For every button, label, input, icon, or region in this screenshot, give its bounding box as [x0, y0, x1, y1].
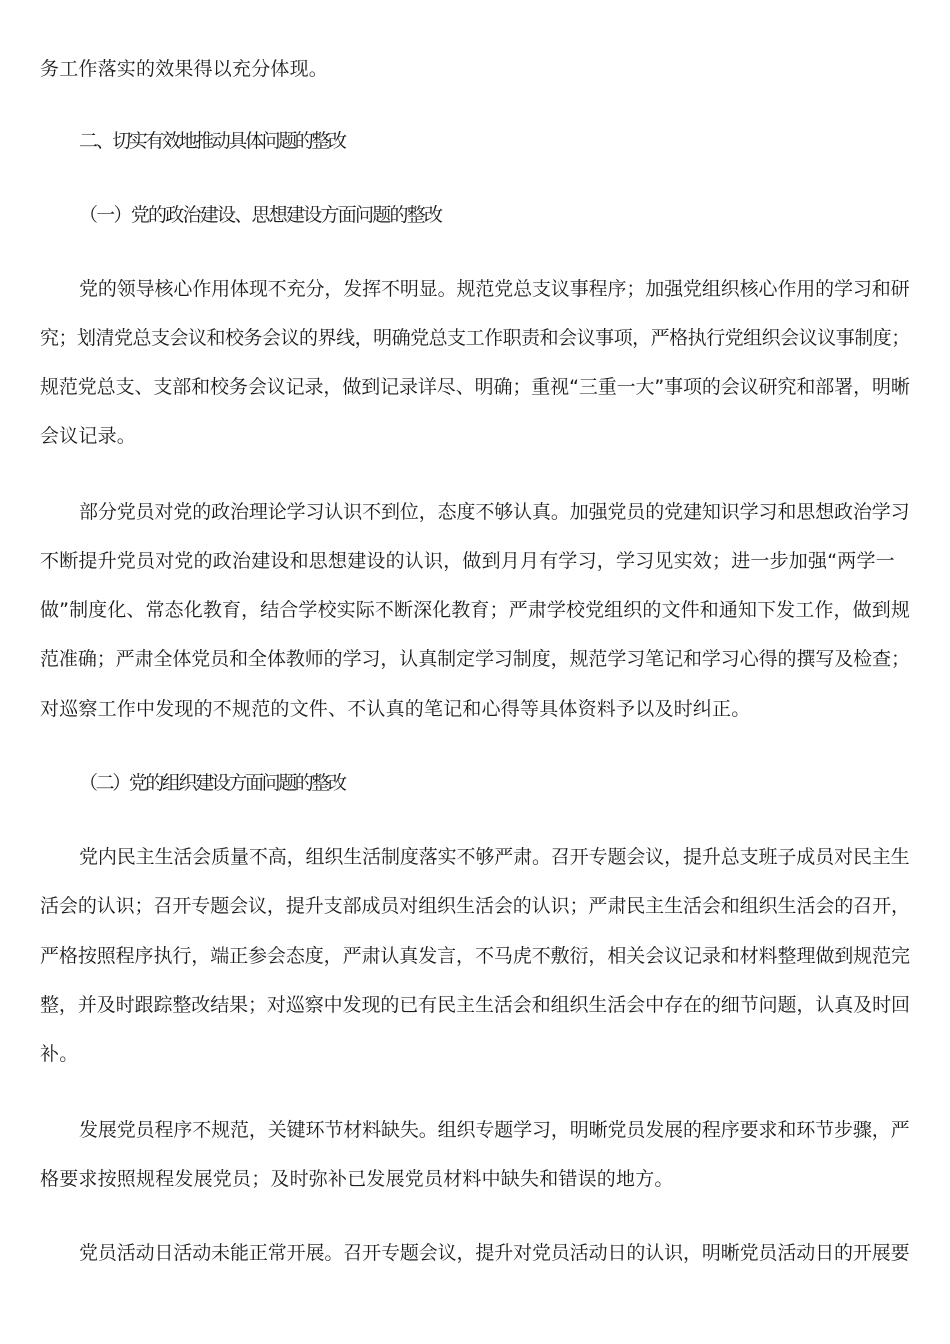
paragraph-4-line-1: 发展党员程序不规范，关键环节材料缺失。组织专题学习，明晰党员发展的程序要求和环节步骤，严	[79, 1119, 910, 1141]
paragraph-4-line-2: 格要求按照规程发展党员；及时弥补已发展党员材料中缺失和错误的地方。	[40, 1168, 674, 1190]
subsection-heading-1: （一）党的政治建设、思想建设方面问题的整改	[79, 204, 442, 226]
paragraph-2-line-5: 对巡察工作中发现的不规范的文件、不认真的笔记和心得等具体资料予以及时纠正。	[40, 698, 751, 720]
paragraph-5-line-1: 党员活动日活动未能正常开展。召开专题会议，提升对党员活动日的认识，明晰党员活动日的开展要	[79, 1242, 910, 1264]
paragraph-3-line-3: 严格按照程序执行，端正参会态度，严肃认真发言，不马虎不敷衍，相关会议记录和材料整理做到规范完	[40, 945, 910, 967]
paragraph-3-line-5: 补。	[40, 1043, 79, 1065]
paragraph-continuation: 务工作落实的效果得以充分体现。	[40, 58, 329, 80]
paragraph-1-line-2: 究；划清党总支会议和校务会议的界线，明确党总支工作职责和会议事项，严格执行党组织会议议事制度；	[40, 327, 910, 349]
paragraph-2-line-1: 部分党员对党的政治理论学习认识不到位，态度不够认真。加强党员的党建知识学习和思想政治学习	[79, 501, 910, 523]
section-heading-2: 二、切实有效地推动具体问题的整改	[79, 130, 345, 152]
paragraph-3-line-4: 整，并及时跟踪整改结果；对巡察中发现的已有民主生活会和组织生活会中存在的细节问题，认真及时回	[40, 994, 910, 1016]
paragraph-1-line-3: 规范党总支、支部和校务会议记录，做到记录详尽、明确；重视“三重一大”事项的会议研究和部署，明晰	[40, 376, 910, 398]
subsection-heading-2: （二）党的组织建设方面问题的整改	[79, 772, 345, 794]
paragraph-3-line-1: 党内民主生活会质量不高，组织生活制度落实不够严肃。召开专题会议，提升总支班子成员对民主生	[79, 846, 910, 868]
paragraph-3-line-2: 活会的认识；召开专题会议，提升支部成员对组织生活会的认识；严肃民主生活会和组织生活会的召开，	[40, 895, 910, 917]
paragraph-1-line-4: 会议记录。	[40, 425, 137, 447]
paragraph-2-line-3: 做”制度化、常态化教育，结合学校实际不断深化教育；严肃学校党组织的文件和通知下发工作，做到规	[40, 599, 910, 621]
paragraph-2-line-2: 不断提升党员对党的政治建设和思想建设的认识，做到月月有学习，学习见实效；进一步加强“两学一	[40, 550, 895, 572]
paragraph-2-line-4: 范准确；严肃全体党员和全体教师的学习，认真制定学习制度，规范学习笔记和学习心得的撰写及检查；	[40, 648, 910, 670]
paragraph-1-line-1: 党的领导核心作用体现不充分，发挥不明显。规范党总支议事程序；加强党组织核心作用的学习和研	[79, 278, 910, 300]
